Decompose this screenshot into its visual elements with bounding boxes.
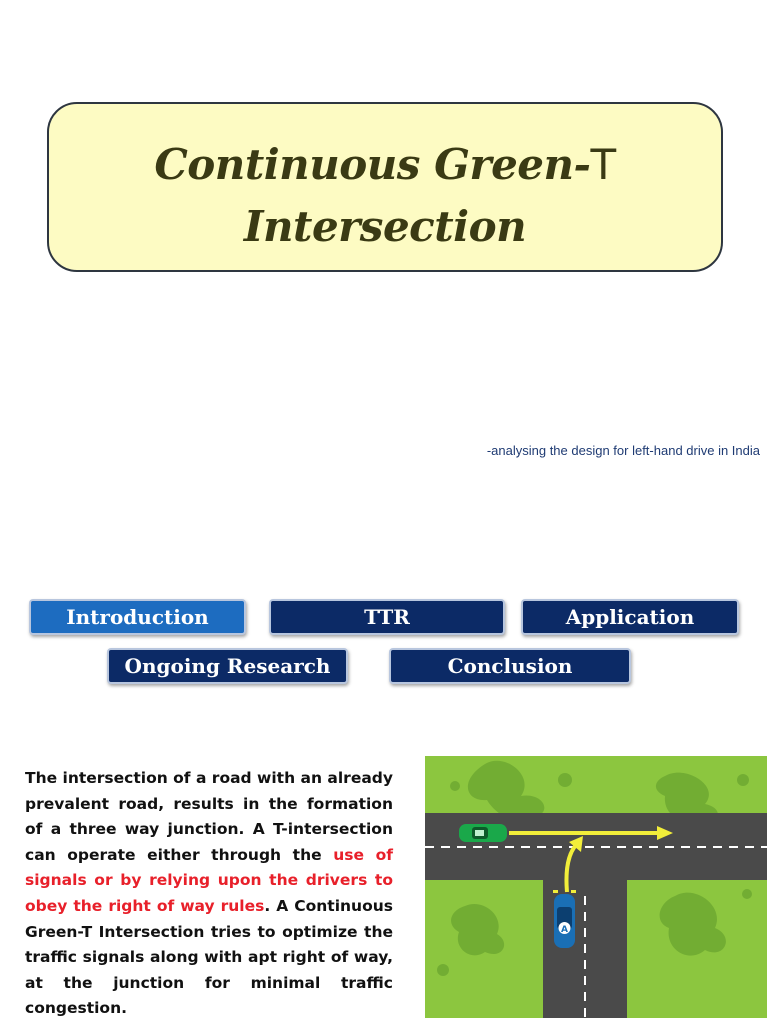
nav-conclusion-button[interactable]: Conclusion — [389, 648, 631, 684]
title-plain-text: T — [590, 140, 616, 189]
intro-paragraph — [25, 766, 393, 1022]
paragraph-highlight: use of signals or by relying upon the drivers to obey the right of way rules — [25, 845, 393, 915]
title-box — [47, 102, 723, 272]
car-label: A — [561, 925, 568, 935]
blue-car — [553, 890, 576, 948]
green-car — [459, 824, 507, 842]
title-line-1 — [49, 140, 721, 189]
subtitle: -analysing the design for left-hand drive in India — [486, 443, 760, 458]
title-styled-text: Continuous Green- — [154, 140, 591, 189]
paragraph-part-1: The intersection of a road with an already prevalent road, results in the formation of a three way junction. A T-intersection can operate either through the — [25, 769, 393, 864]
t-intersection-illustration — [425, 756, 767, 1018]
nav-introduction-button[interactable]: Introduction — [29, 599, 246, 635]
title-line-2: Intersection — [243, 202, 527, 251]
nav-ttr-button[interactable]: TTR — [269, 599, 505, 635]
nav-application-button[interactable]: Application — [521, 599, 739, 635]
nav-ongoing-research-button[interactable]: Ongoing Research — [107, 648, 348, 684]
paragraph-part-2: . A Continuous Green-T Intersection tries to optimize the traffic signals along with apt right of way, at the junction for minimal traffic congestion. — [25, 896, 394, 1018]
